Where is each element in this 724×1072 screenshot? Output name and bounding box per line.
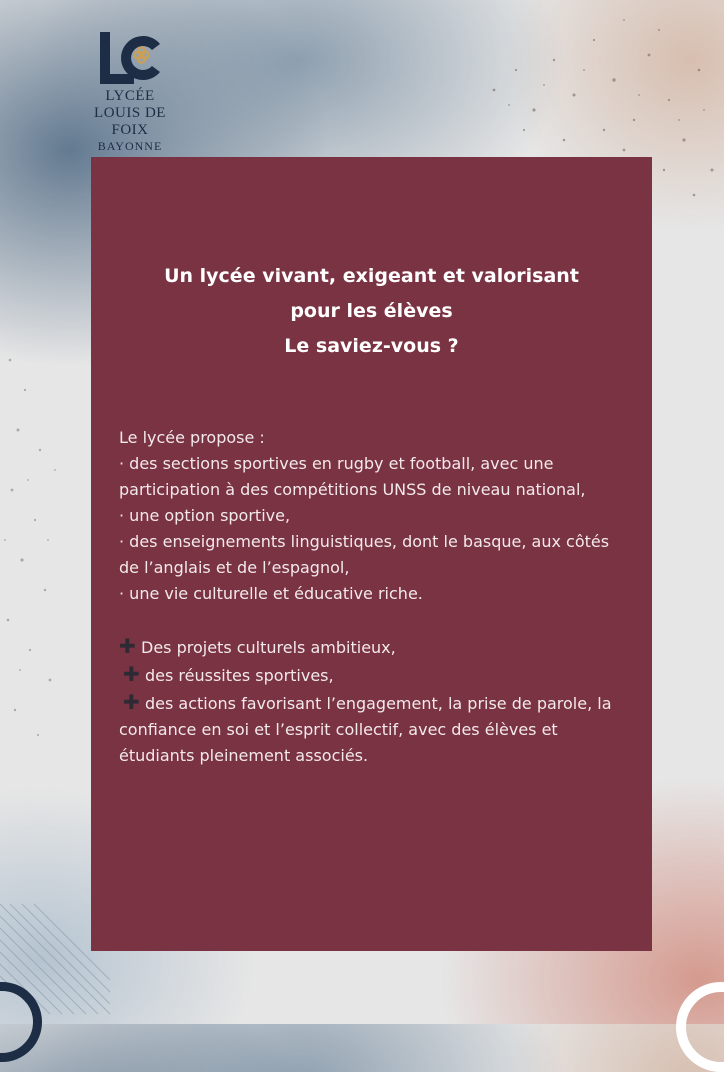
speckle-texture-left	[0, 340, 70, 760]
highlight-item	[119, 689, 629, 769]
plus-icon: ✚	[119, 634, 136, 658]
logo-text-lycee: LYCÉE	[105, 88, 155, 104]
intro-text: Le lycée propose :	[119, 428, 265, 447]
logo-text-city: BAYONNE	[97, 139, 163, 153]
ring-decoration-bottom-left	[0, 982, 42, 1062]
highlight-item	[119, 633, 629, 661]
highlight-text: Des projets culturels ambitieux,	[141, 638, 396, 657]
list-item: · une option sportive,	[119, 506, 291, 525]
logo-text-name: LOUIS DE FOIX	[94, 105, 166, 138]
ring-decoration-bottom-right	[676, 982, 724, 1072]
body-text	[119, 425, 629, 769]
info-card	[91, 157, 652, 951]
lc-monogram-icon	[94, 30, 166, 86]
highlight-text: des actions favorisant l’engagement, la prise de parole, la confiance en soi et l’esprit collectif, avec des élèves et étudiants pleinement associés.	[119, 694, 612, 765]
plus-icon: ✚	[123, 690, 140, 714]
school-logo	[78, 30, 182, 153]
headline	[91, 259, 652, 364]
list-item: · des enseignements linguistiques, dont le basque, aux côtés de l’anglais et de l’espagnol,	[119, 532, 610, 577]
list-item: · une vie culturelle et éducative riche.	[119, 584, 423, 603]
highlight-text: des réussites sportives,	[145, 666, 334, 685]
headline-line-2: pour les élèves	[290, 300, 453, 322]
list-item: · des sections sportives en rugby et football, avec une participation à des compétitions UNSS de niveau national,	[119, 454, 586, 499]
highlight-item	[119, 661, 629, 689]
plus-icon: ✚	[123, 662, 140, 686]
headline-line-3: Le saviez-vous ?	[284, 335, 459, 357]
headline-line-1: Un lycée vivant, exigeant et valorisant	[164, 265, 579, 287]
